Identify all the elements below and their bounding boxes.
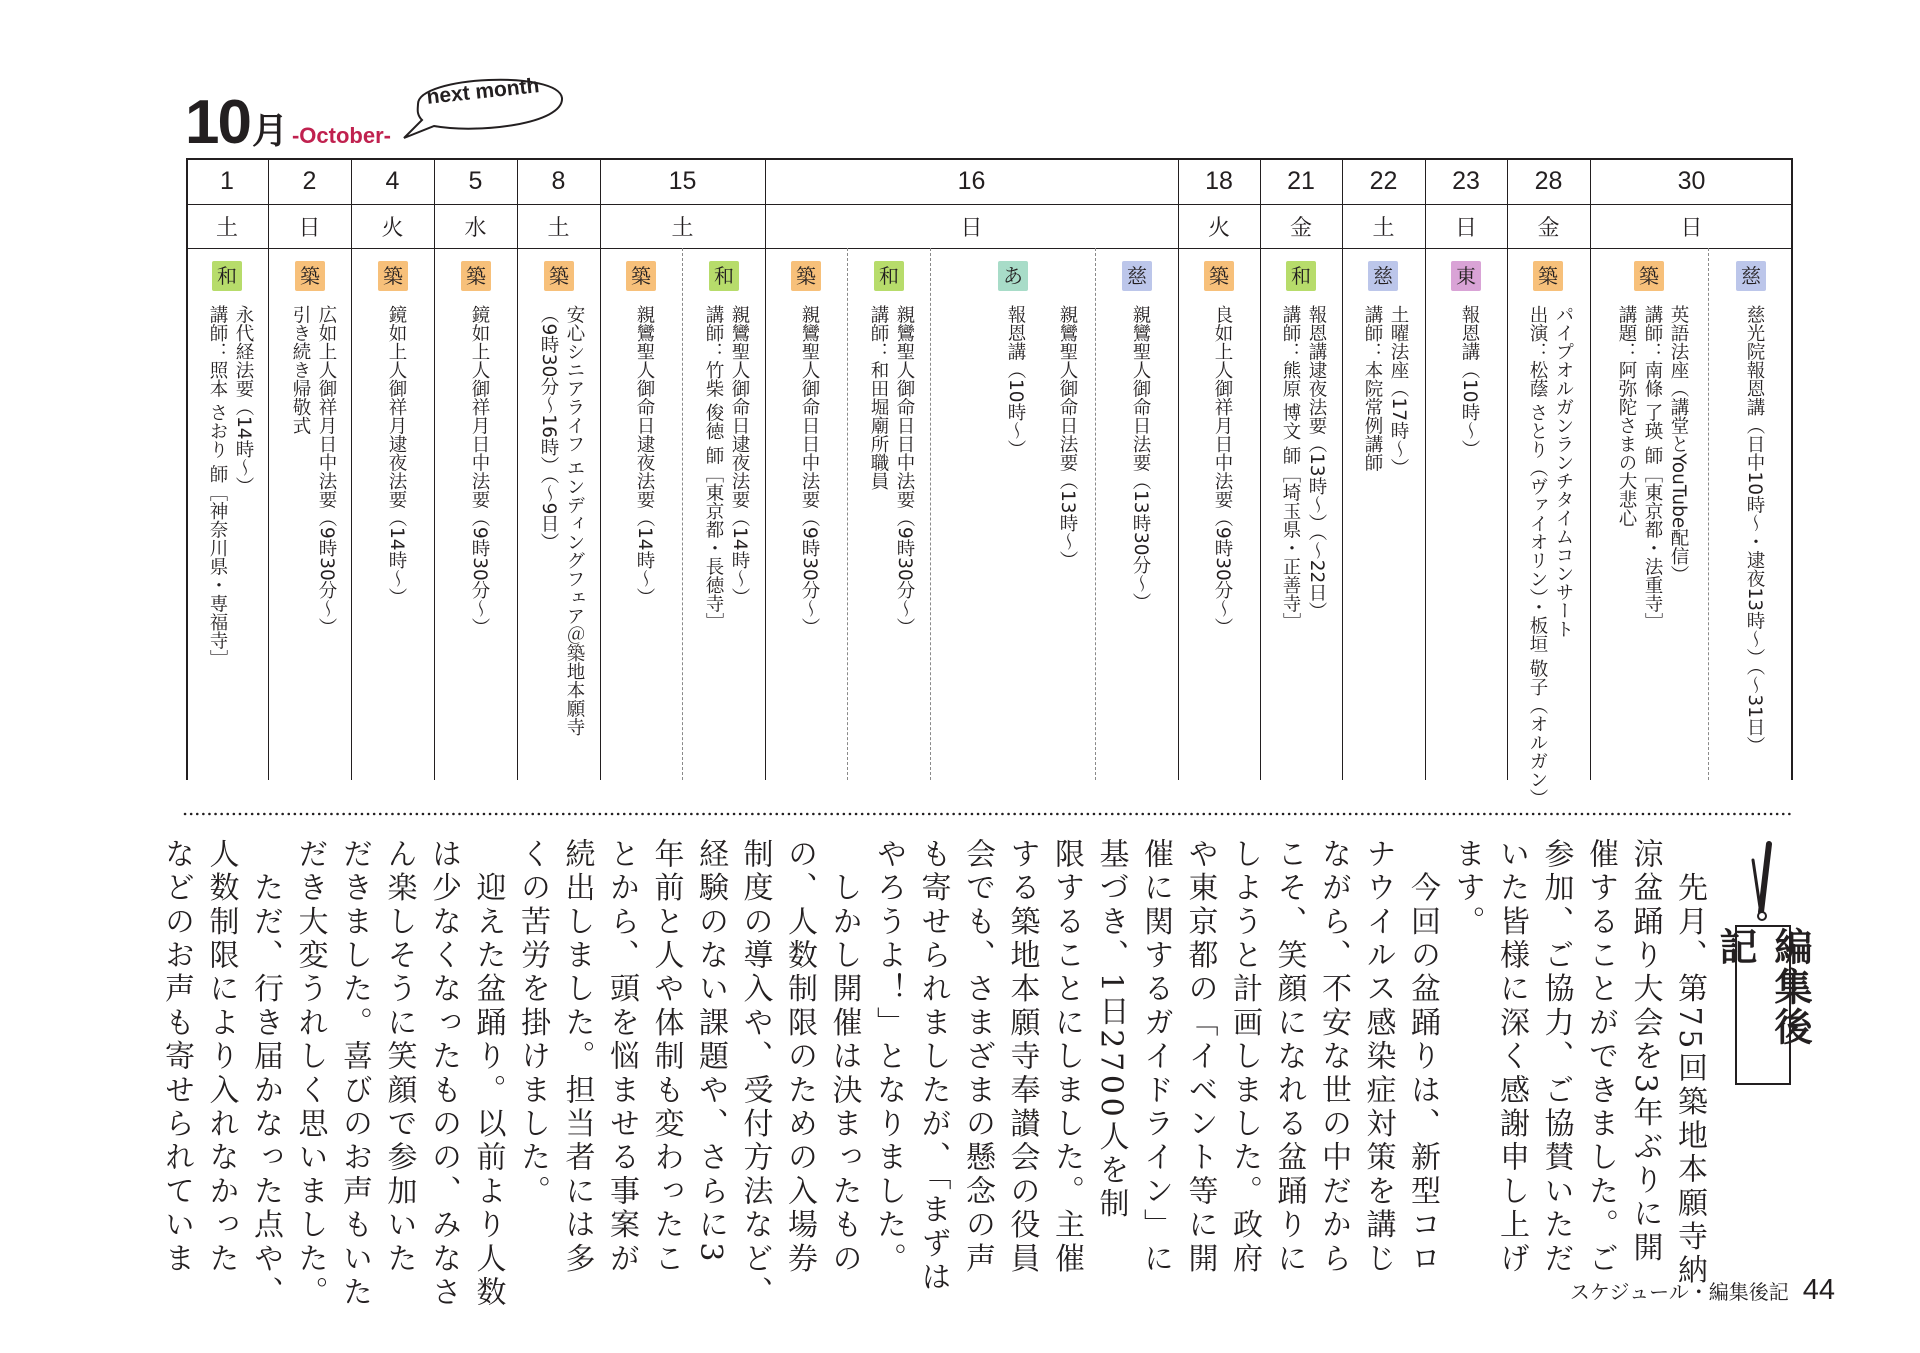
event-badge: 和	[874, 261, 904, 291]
event-badge: 築	[378, 261, 408, 291]
weekday-cell: 日	[298, 215, 321, 241]
date-cell: 18	[1205, 166, 1233, 195]
sub-divider	[682, 248, 683, 780]
event-text: 報恩講（10時〜）	[1459, 305, 1480, 459]
postscript-body: 先月、第75回築地本願寺納 涼盆踊り大会を3年ぶりに開 催することができました。ご 参加、ご協力、ご協賛いただ いた皆様に深く感謝申し上げ ます。 今回の盆踊りは、新型コロ ナウイルス感染症対策を講じ ながら、不安な世の中だから こそ、笑顔になれる盆踊りに しようと計画しました。政府 や東京都の「イベント等に開 催に関するガイドライン」に 基づき、1日2700人を制 限することにしました。主催 する築地本願寺奉讃会の役員 会でも、さまざまの懸念の声 も寄せられましたが、「まずは やろうよ！」となりました。 しかし開催は決まったもの の、人数制限のための入場券 制度の導入や、受付方法など、 経験のない課題や、さらに3 年前と人や体制も変わったこ とから、頭を悩ませる事案が 続出しました。担当者には多 くの苦労を掛けました。 迎えた盆踊り。以前より人数 は少なくなったものの、みなさ ん楽しそうに笑顔で参加いた だきました。喜びのお声もいた だき大変うれしく思いました。 ただ、行き届かなった点や、 人数制限により入れなかった などのお声も寄せられていま	[159, 838, 1707, 1310]
footer-section-title: スケジュール・編集後記	[1569, 1280, 1789, 1304]
column-divider	[434, 158, 435, 780]
date-cell: 23	[1452, 166, 1480, 195]
sub-divider	[930, 248, 931, 780]
weekday-cell: 日	[960, 215, 983, 241]
weekday-cell: 土	[547, 215, 570, 241]
event-badge: 築	[1204, 261, 1234, 291]
date-cell: 15	[668, 166, 697, 195]
column-divider	[1178, 158, 1179, 780]
weekday-cell: 火	[1207, 215, 1230, 241]
event-text: 親鸞聖人御命日逮夜法要（14時〜）	[634, 305, 655, 607]
event-text: 親鸞聖人御命日法要（13時30分〜）	[1130, 305, 1151, 612]
date-cell: 1	[220, 166, 234, 195]
event-badge: 築	[461, 261, 491, 291]
column-divider	[1342, 158, 1343, 780]
event-badge: 慈	[1122, 261, 1152, 291]
date-cell: 28	[1534, 166, 1563, 195]
event-text: 親鸞聖人御命日日中法要（9時30分〜）	[799, 305, 820, 637]
weekday-cell: 土	[1372, 215, 1395, 241]
event-badge: 和	[1286, 261, 1316, 291]
event-badge: 和	[212, 261, 242, 291]
event-text: 慈光院報恩講（日中10時〜・逮夜13時〜）（〜31日）	[1744, 305, 1765, 755]
event-text: 鏡如上人御祥月日中法要（9時30分〜）	[469, 305, 490, 637]
event-text: 報恩講逮夜法要（13時〜）（〜22日） 講師：熊原 博文 師［埼玉県・正善寺］	[1280, 305, 1327, 632]
date-cell: 30	[1677, 166, 1706, 195]
column-divider	[600, 158, 601, 780]
event-badge: 築	[544, 261, 574, 291]
event-text: 広如上人御祥月日中法要（9時30分〜） 引き続き帰敬式	[290, 305, 337, 637]
sub-divider	[1095, 248, 1096, 780]
dotted-divider	[183, 812, 1796, 816]
column-divider	[765, 158, 766, 780]
event-badge: 築	[1533, 261, 1563, 291]
event-badge: 慈	[1368, 261, 1398, 291]
date-cell: 22	[1369, 166, 1398, 195]
date-cell: 4	[385, 166, 400, 195]
event-text: 親鸞聖人御命日日中法要（9時30分〜） 講師：和田堀廟所職員	[868, 305, 915, 637]
month-english: -October-	[291, 123, 391, 148]
event-badge: 築	[295, 261, 325, 291]
row-divider	[186, 248, 1793, 249]
weekday-cell: 水	[464, 215, 487, 241]
column-divider	[1507, 158, 1508, 780]
column-divider	[351, 158, 352, 780]
event-text: 親鸞聖人御命日逮夜法要（14時〜） 講師：竹柴 俊徳 師［東京都・長徳寺］	[703, 305, 750, 632]
page-number: 44	[1802, 1274, 1835, 1306]
column-divider	[1425, 158, 1426, 780]
month-suffix: 月	[251, 111, 288, 152]
column-divider	[1590, 158, 1591, 780]
event-badge: 築	[1634, 261, 1664, 291]
event-text: 親鸞聖人御命日法要（13時〜） 報恩講（10時〜）	[1005, 305, 1078, 570]
postscript-title: 編集後記	[1735, 925, 1791, 1085]
date-cell: 16	[957, 166, 986, 195]
column-divider	[517, 158, 518, 780]
event-text: 土曜法座（17時〜） 講師：本院常例講師	[1362, 305, 1409, 477]
event-badge: 築	[791, 261, 821, 291]
weekday-cell: 日	[1680, 215, 1703, 241]
event-text: 安心シニアライフ エンディングフェア＠築地本願寺 （9時30分〜16時）（〜9日）	[538, 305, 585, 737]
event-badge: 慈	[1736, 261, 1766, 291]
weekday-cell: 土	[215, 215, 238, 241]
event-badge: あ	[998, 261, 1028, 291]
weekday-cell: 火	[381, 215, 404, 241]
event-badge: 築	[626, 261, 656, 291]
weekday-cell: 日	[1454, 215, 1477, 241]
weekday-cell: 金	[1289, 215, 1312, 241]
date-cell: 8	[551, 166, 566, 195]
date-cell: 5	[468, 166, 483, 195]
schedule-table	[186, 158, 1793, 808]
event-text: パイプオルガンランチタイムコンサート 出演：松蔭 さとり（ヴァイオリン）・板垣 敬子（オルガン）	[1527, 305, 1574, 808]
event-badge: 東	[1451, 261, 1481, 291]
sub-divider	[1708, 248, 1709, 780]
event-text: 永代経法要（14時〜） 講師：照本 さおり 師［神奈川県・専福寺］	[207, 305, 254, 669]
column-divider	[1260, 158, 1261, 780]
next-month-label: next month	[425, 74, 541, 109]
event-badge: 和	[709, 261, 739, 291]
sub-divider	[847, 248, 848, 780]
weekday-cell: 土	[671, 215, 694, 241]
event-text: 鏡如上人御祥月逮夜法要（14時〜）	[386, 305, 407, 607]
date-cell: 21	[1287, 166, 1315, 195]
weekday-cell: 金	[1537, 215, 1560, 241]
event-text: 良如上人御祥月日中法要（9時30分〜）	[1212, 305, 1233, 637]
date-cell: 2	[302, 166, 317, 195]
page-footer	[1570, 1274, 1835, 1314]
month-title	[185, 88, 391, 158]
month-number: 10	[185, 88, 250, 157]
event-text: 英語法座（講堂とYouTube配信） 講師：南條 了瑛 師［東京都・法重寺］ 講題：阿弥陀さまの大悲心	[1616, 305, 1689, 632]
column-divider	[268, 158, 269, 780]
